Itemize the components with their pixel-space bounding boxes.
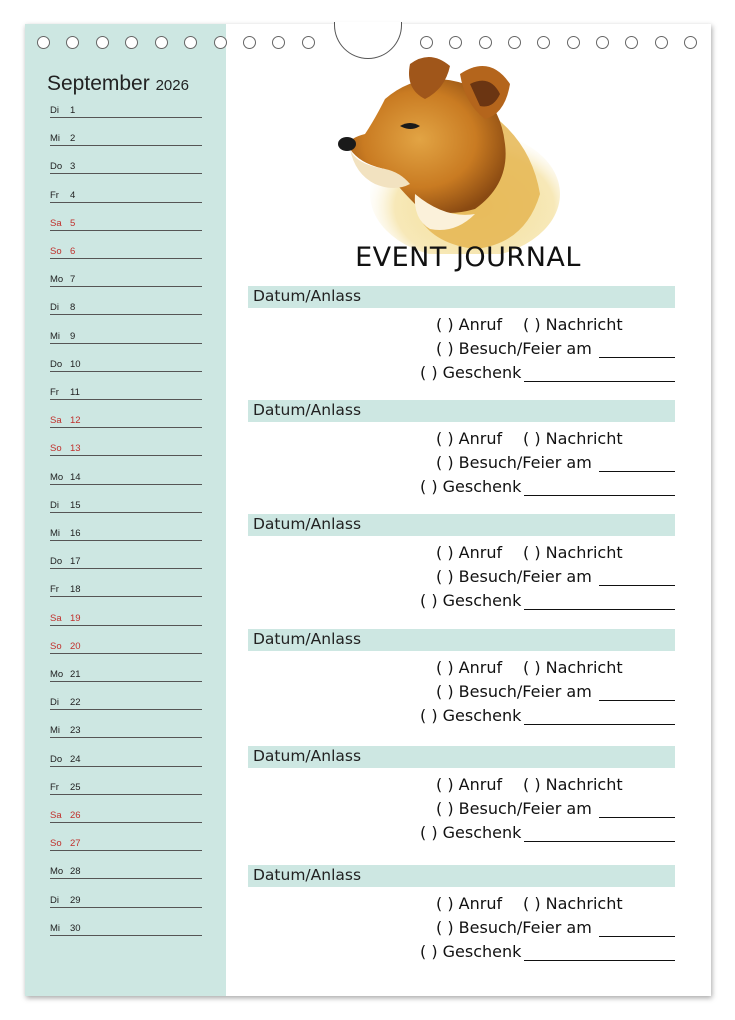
day-number: 2 — [70, 133, 76, 145]
day-row[interactable] — [50, 720, 202, 738]
day-row[interactable] — [50, 805, 202, 823]
gift-line[interactable] — [524, 960, 675, 961]
entry-header-label: Datum/Anlass — [253, 747, 362, 765]
day-weekday: Fr — [50, 387, 59, 398]
visit-date-line[interactable] — [599, 585, 675, 586]
option-call: ( ) Anruf — [436, 543, 503, 562]
option-visit: ( ) Besuch/Feier am — [436, 799, 592, 818]
day-weekday: Sa — [50, 415, 62, 427]
month-year: 2026 — [155, 77, 189, 94]
day-row[interactable] — [50, 636, 202, 654]
day-weekday: Di — [50, 499, 59, 511]
binding-hole — [302, 36, 315, 49]
option-gift: ( ) Geschenk — [420, 477, 522, 496]
day-row[interactable] — [50, 523, 202, 541]
gift-line[interactable] — [524, 495, 675, 496]
visit-date-line[interactable] — [599, 471, 675, 472]
entry-header-label: Datum/Anlass — [253, 401, 362, 419]
day-weekday: Fr — [50, 781, 59, 793]
day-number: 6 — [70, 246, 76, 257]
day-number: 7 — [70, 274, 76, 286]
day-row[interactable] — [50, 551, 202, 569]
day-number: 26 — [70, 810, 81, 821]
option-call: ( ) Anruf — [436, 894, 503, 913]
option-visit: ( ) Besuch/Feier am — [436, 567, 592, 586]
day-number: 21 — [70, 669, 81, 680]
day-number: 11 — [70, 387, 80, 398]
entry-header-bar — [248, 400, 675, 422]
day-weekday: So — [50, 246, 62, 257]
day-row[interactable] — [50, 664, 202, 682]
option-message: ( ) Nachricht — [523, 658, 623, 677]
day-number: 13 — [70, 443, 81, 455]
binding-hole — [155, 36, 168, 49]
day-number: 10 — [70, 358, 81, 370]
binding-hole — [596, 36, 609, 49]
day-weekday: Mo — [50, 471, 64, 483]
day-weekday: Mi — [50, 725, 61, 737]
binding-hole — [214, 36, 227, 49]
day-row[interactable] — [50, 579, 202, 597]
day-row[interactable] — [50, 297, 202, 315]
day-row[interactable] — [50, 185, 202, 203]
gift-line[interactable] — [524, 841, 675, 842]
day-number: 9 — [70, 330, 76, 342]
option-message: ( ) Nachricht — [523, 315, 623, 334]
option-gift: ( ) Geschenk — [420, 823, 522, 842]
day-number: 17 — [70, 556, 81, 568]
dog-illustration — [325, 44, 565, 254]
day-number: 1 — [70, 105, 76, 116]
visit-date-line[interactable] — [599, 357, 675, 358]
day-weekday: Mi — [50, 528, 61, 539]
day-number: 16 — [70, 528, 81, 539]
entry-header-label: Datum/Anlass — [253, 866, 362, 884]
option-visit: ( ) Besuch/Feier am — [436, 918, 592, 937]
option-call: ( ) Anruf — [436, 429, 503, 448]
day-number: 15 — [70, 499, 81, 511]
day-row[interactable] — [50, 861, 202, 879]
binding-hole — [66, 36, 79, 49]
day-number: 30 — [70, 922, 81, 934]
day-weekday: So — [50, 443, 62, 455]
entry-header-label: Datum/Anlass — [253, 630, 362, 648]
day-weekday: Mo — [50, 866, 64, 878]
day-row[interactable] — [50, 410, 202, 428]
day-weekday: Do — [50, 161, 63, 173]
day-weekday: Di — [50, 894, 59, 906]
day-weekday: Mi — [50, 133, 61, 145]
binding-hole — [655, 36, 668, 49]
option-call: ( ) Anruf — [436, 775, 503, 794]
gift-line[interactable] — [524, 381, 675, 382]
binding-hole — [567, 36, 580, 49]
day-weekday: Do — [50, 358, 63, 370]
binding-hole — [37, 36, 50, 49]
visit-date-line[interactable] — [599, 817, 675, 818]
visit-date-line[interactable] — [599, 936, 675, 937]
option-gift: ( ) Geschenk — [420, 942, 522, 961]
binding-hole — [684, 36, 697, 49]
calendar-page — [25, 24, 711, 996]
day-number: 14 — [70, 471, 81, 483]
day-number: 19 — [70, 612, 81, 624]
day-weekday: Sa — [50, 217, 62, 229]
entry-header-bar — [248, 286, 675, 308]
entry-header-bar — [248, 629, 675, 651]
day-row[interactable] — [50, 156, 202, 174]
day-number: 23 — [70, 725, 81, 737]
day-number: 29 — [70, 894, 81, 906]
option-gift: ( ) Geschenk — [420, 591, 522, 610]
option-message: ( ) Nachricht — [523, 775, 623, 794]
day-weekday: Fr — [50, 189, 59, 201]
day-number: 28 — [70, 866, 81, 878]
option-visit: ( ) Besuch/Feier am — [436, 339, 592, 358]
option-gift: ( ) Geschenk — [420, 363, 522, 382]
month-title — [47, 72, 189, 96]
day-row[interactable] — [50, 495, 202, 513]
day-weekday: Do — [50, 556, 63, 568]
day-row[interactable] — [50, 777, 202, 795]
day-number: 4 — [70, 189, 76, 201]
option-call: ( ) Anruf — [436, 315, 503, 334]
option-message: ( ) Nachricht — [523, 429, 623, 448]
day-number: 22 — [70, 697, 81, 709]
option-call: ( ) Anruf — [436, 658, 503, 677]
day-row[interactable] — [50, 382, 202, 400]
day-weekday: Mo — [50, 274, 64, 286]
day-row[interactable] — [50, 749, 202, 767]
entry-header-label: Datum/Anlass — [253, 515, 362, 533]
day-weekday: Mi — [50, 330, 61, 342]
option-visit: ( ) Besuch/Feier am — [436, 453, 592, 472]
day-weekday: So — [50, 640, 62, 652]
day-weekday: Mo — [50, 669, 64, 680]
day-weekday: Di — [50, 105, 59, 116]
day-number: 25 — [70, 781, 81, 793]
option-message: ( ) Nachricht — [523, 543, 623, 562]
option-message: ( ) Nachricht — [523, 894, 623, 913]
day-row[interactable] — [50, 918, 202, 936]
binding-hole — [125, 36, 138, 49]
day-row[interactable] — [50, 128, 202, 146]
day-row[interactable] — [50, 833, 202, 851]
day-number: 8 — [70, 302, 76, 314]
day-row[interactable] — [50, 467, 202, 485]
day-row[interactable] — [50, 269, 202, 287]
day-number: 3 — [70, 161, 76, 173]
month-name: September — [47, 72, 150, 95]
day-number: 18 — [70, 584, 81, 596]
day-weekday: Di — [50, 697, 59, 709]
binding-hole — [243, 36, 256, 49]
day-row[interactable] — [50, 241, 202, 259]
day-weekday: Fr — [50, 584, 59, 596]
day-weekday: Di — [50, 302, 59, 314]
day-weekday: Sa — [50, 810, 62, 821]
binding-hole — [625, 36, 638, 49]
day-row[interactable] — [50, 608, 202, 626]
month-sidebar — [25, 24, 226, 996]
day-row[interactable] — [50, 692, 202, 710]
day-row[interactable] — [50, 213, 202, 231]
day-row[interactable] — [50, 100, 202, 118]
day-row[interactable] — [50, 438, 202, 456]
day-weekday: So — [50, 838, 62, 850]
binding-hole — [96, 36, 109, 49]
day-number: 27 — [70, 838, 81, 850]
day-weekday: Mi — [50, 922, 61, 934]
day-weekday: Sa — [50, 612, 62, 624]
binding-hole — [272, 36, 285, 49]
entry-header-bar — [248, 746, 675, 768]
entry-header-bar — [248, 514, 675, 536]
binding-hole — [184, 36, 197, 49]
visit-date-line[interactable] — [599, 700, 675, 701]
day-number: 12 — [70, 415, 81, 427]
day-number: 5 — [70, 217, 76, 229]
entry-header-bar — [248, 865, 675, 887]
option-gift: ( ) Geschenk — [420, 706, 522, 725]
day-number: 24 — [70, 753, 81, 765]
gift-line[interactable] — [524, 724, 675, 725]
day-weekday: Do — [50, 753, 63, 765]
day-row[interactable] — [50, 354, 202, 372]
day-row[interactable] — [50, 326, 202, 344]
journal-title: EVENT JOURNAL — [355, 242, 581, 273]
option-visit: ( ) Besuch/Feier am — [436, 682, 592, 701]
day-number: 20 — [70, 640, 81, 652]
gift-line[interactable] — [524, 609, 675, 610]
day-row[interactable] — [50, 890, 202, 908]
entry-header-label: Datum/Anlass — [253, 287, 362, 305]
